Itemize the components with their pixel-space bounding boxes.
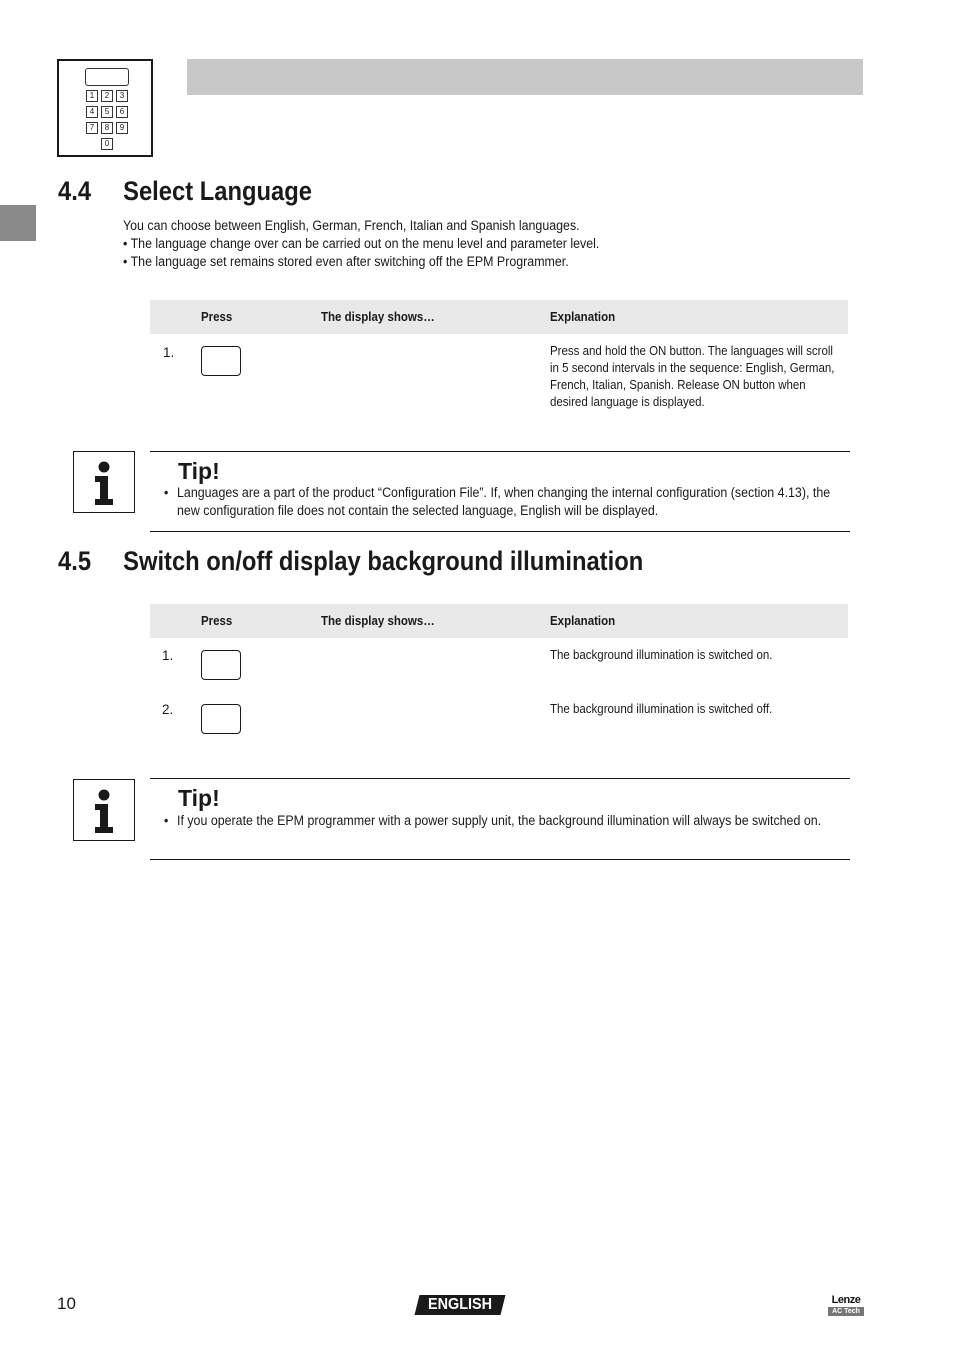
section-title: Select Language [123, 176, 312, 206]
section-number: 4.5 [58, 546, 92, 576]
brand-sub: AC Tech [828, 1307, 864, 1316]
col-press-header: Press [201, 310, 233, 324]
tip-top-rule [150, 451, 850, 452]
col-display-header: The display shows… [321, 614, 435, 628]
section-4-4-bullet-1: • The language change over can be carried out on the menu level and parameter level. [123, 236, 600, 251]
table-row-step: 1. [162, 648, 174, 663]
brand-name: Lenze [831, 1294, 861, 1306]
key-0-icon: 0 [101, 138, 113, 150]
on-button-key-icon [201, 346, 241, 376]
table-row-explanation: The background illumination is switched on. [550, 648, 773, 662]
tip-bullet: • [164, 485, 169, 500]
language-label: ENGLISH [427, 1296, 493, 1313]
table-row-step: 1. [163, 345, 175, 360]
key-6-icon: 6 [116, 106, 128, 118]
chapter-tab-marker [0, 205, 36, 241]
col-display-header: The display shows… [321, 310, 435, 324]
info-icon [73, 451, 135, 513]
device-display-icon [85, 68, 129, 86]
tip-bottom-rule [150, 859, 850, 860]
key-1-icon: 1 [86, 90, 98, 102]
table-row-explanation: Press and hold the ON button. The languages will scroll in 5 second intervals in the sequence: English, German, French, Italian, Spanish. Release ON button when desired language is displayed. [550, 344, 835, 409]
tip-text: Languages are a part of the product “Configuration File”. If, when changing the internal configuration (section 4.13), the new configuration file does not contain the selected language, English will be displayed. [177, 485, 831, 518]
key-9-icon: 9 [116, 122, 128, 134]
table-row-explanation: The background illumination is switched off. [550, 702, 773, 716]
key-7-icon: 7 [86, 122, 98, 134]
table-row-step: 2. [162, 702, 174, 717]
keypad-device-icon [57, 59, 153, 157]
tip-bullet: • [164, 813, 169, 828]
section-title: Switch on/off display background illumination [123, 546, 644, 576]
language-badge [417, 1295, 503, 1315]
col-press-header: Press [201, 614, 233, 628]
key-8-icon: 8 [101, 122, 113, 134]
illumination-key-icon [201, 650, 241, 680]
brand-logo [828, 1294, 864, 1316]
key-5-icon: 5 [101, 106, 113, 118]
tip-text: If you operate the EPM programmer with a power supply unit, the background illumination will always be switched on. [177, 813, 822, 828]
key-2-icon: 2 [101, 90, 113, 102]
col-explanation-header: Explanation [550, 310, 616, 324]
tip-bottom-rule [150, 531, 850, 532]
section-4-5-heading [58, 546, 643, 577]
tip-title: Tip! [178, 458, 220, 484]
section-4-4-bullet-2: • The language set remains stored even after switching off the EPM Programmer. [123, 254, 569, 269]
info-i-icon [74, 780, 133, 839]
illumination-table-header [150, 604, 848, 638]
key-3-icon: 3 [116, 90, 128, 102]
illumination-key-icon [201, 704, 241, 734]
page-number: 10 [57, 1294, 76, 1313]
tip-title: Tip! [178, 785, 220, 811]
key-4-icon: 4 [86, 106, 98, 118]
section-number: 4.4 [58, 176, 92, 206]
section-4-4-heading [58, 176, 312, 207]
info-icon [73, 779, 135, 841]
info-i-icon [74, 452, 133, 511]
header-bar [187, 59, 863, 95]
tip-top-rule [150, 778, 850, 779]
language-table-header [150, 300, 848, 334]
col-explanation-header: Explanation [550, 614, 616, 628]
section-4-4-intro: You can choose between English, German, French, Italian and Spanish languages. [123, 218, 580, 233]
